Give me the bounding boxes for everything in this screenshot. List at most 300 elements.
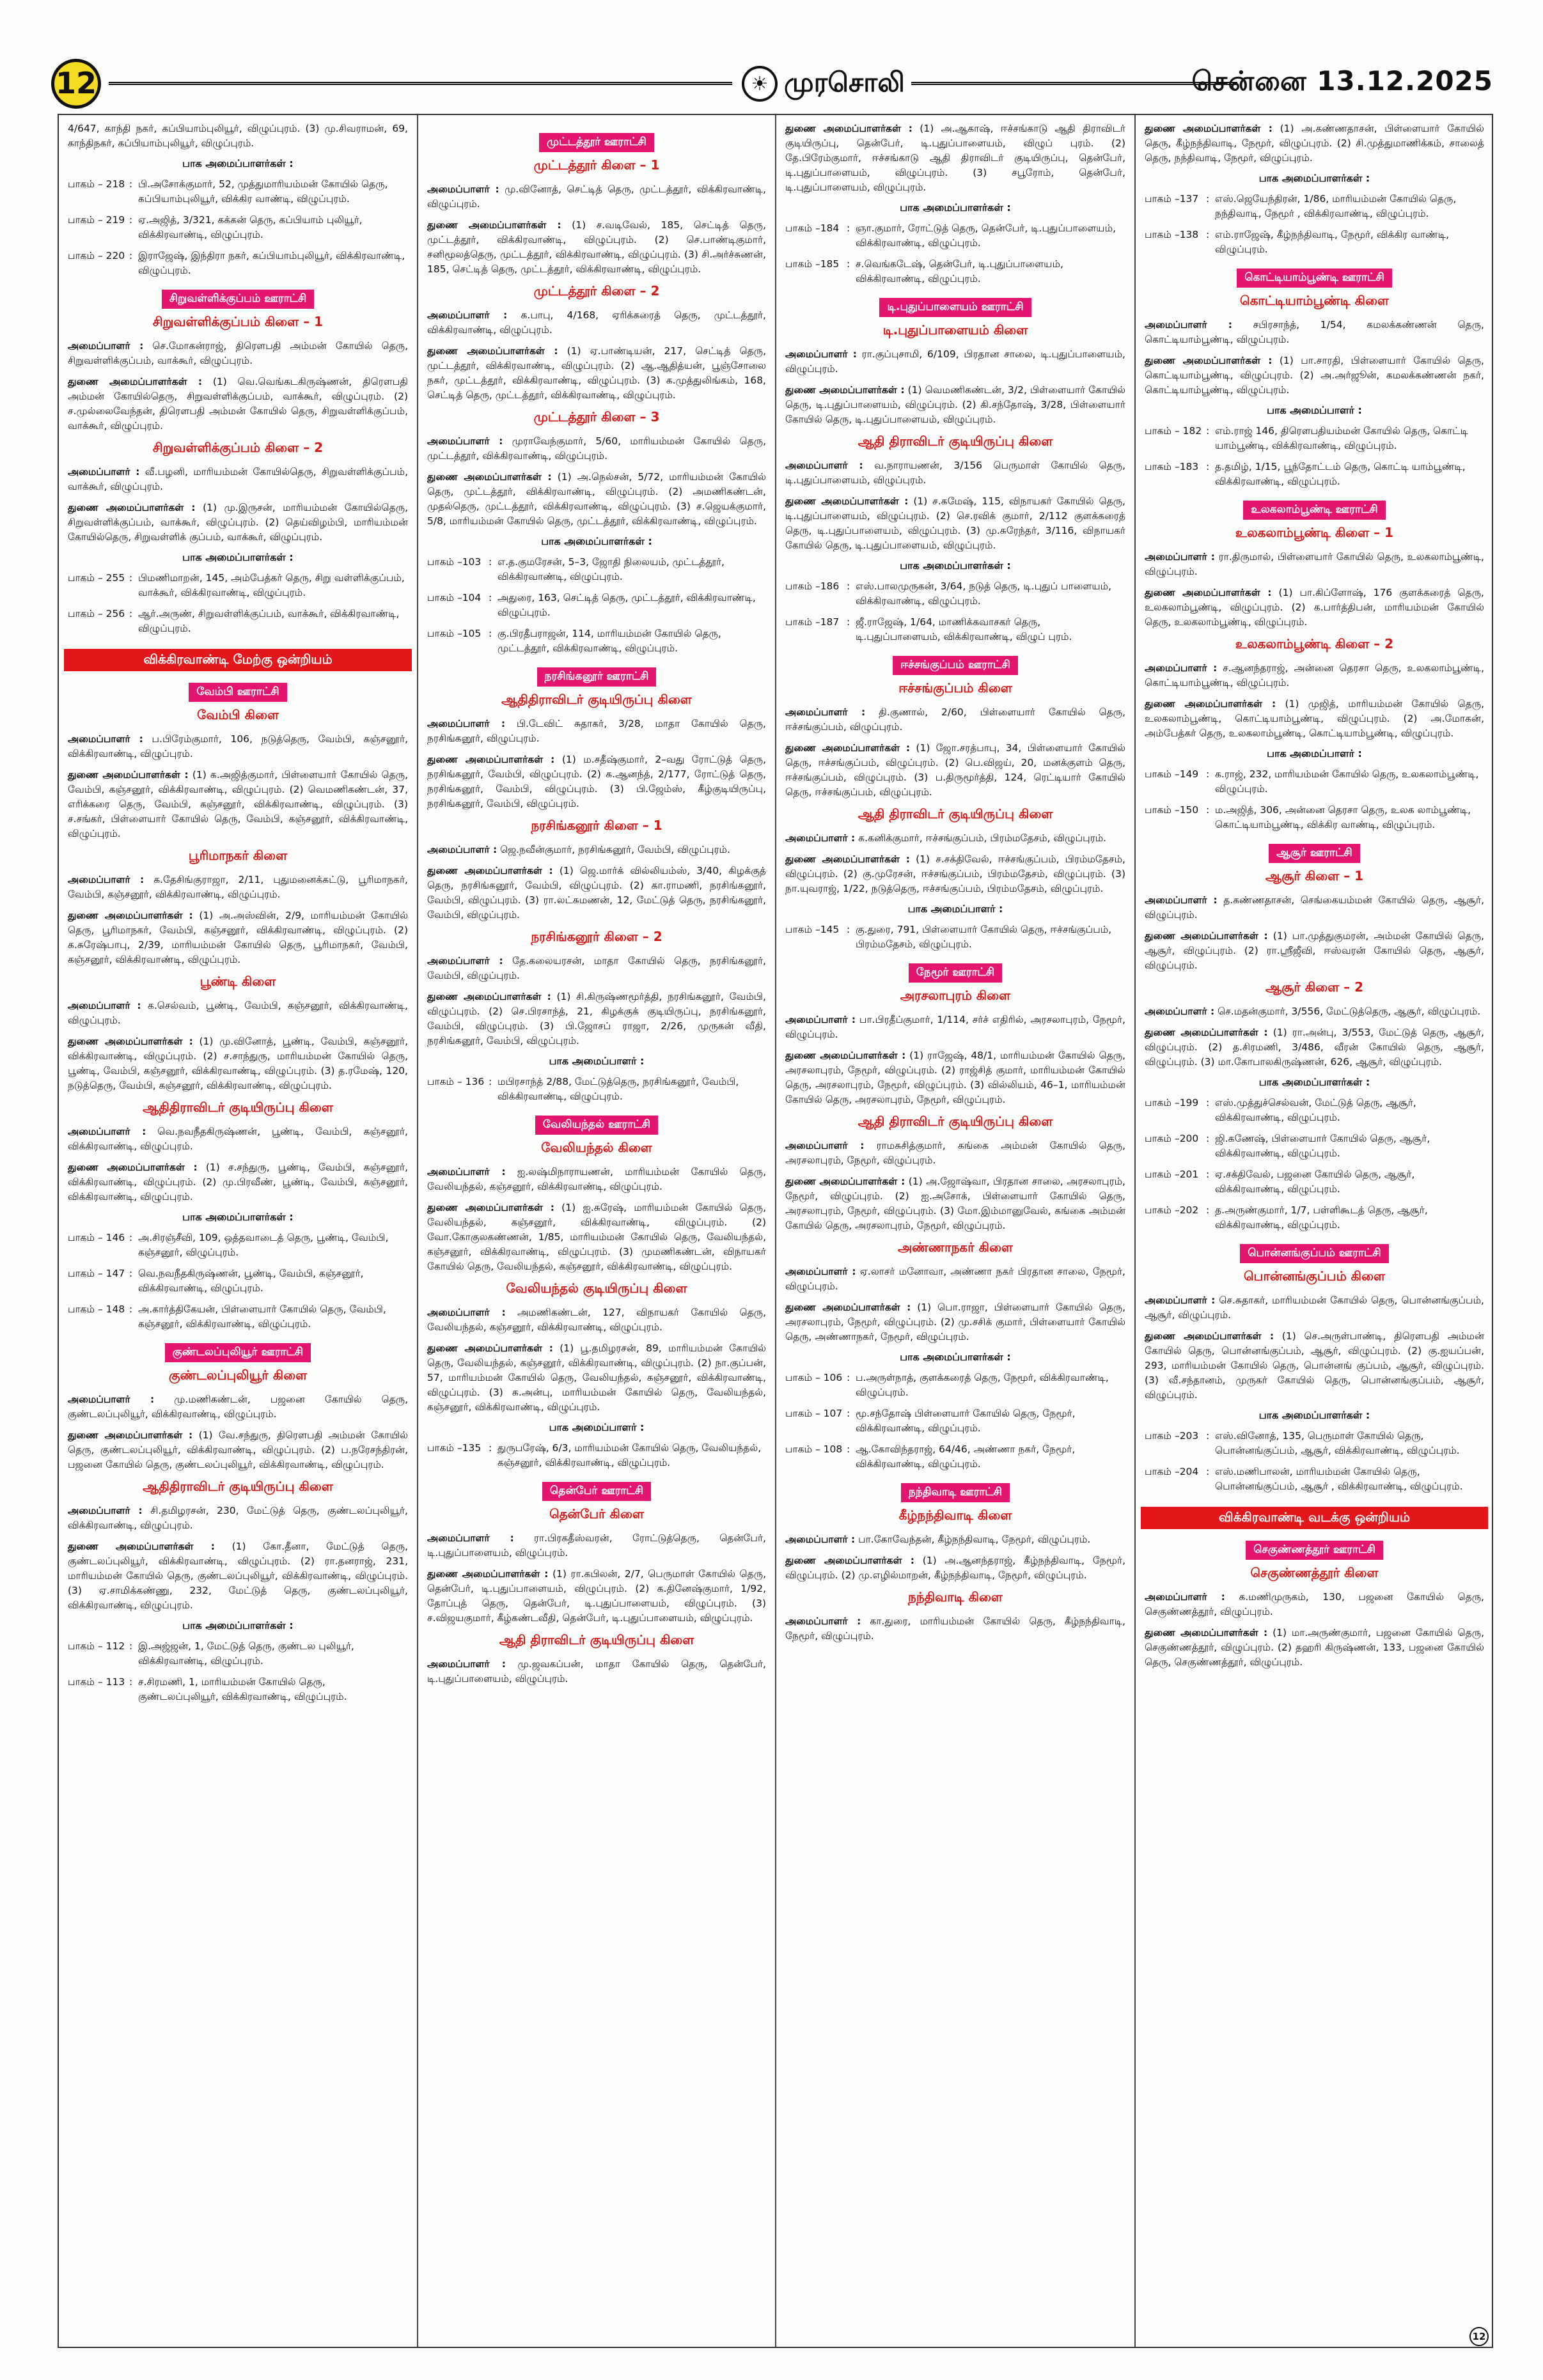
column-1: [59, 115, 417, 2347]
listing-paragraph: [427, 470, 766, 529]
role-label: அமைப்பாளர் :: [785, 460, 863, 471]
listing-text: சி.தமிழரசன், 230, மேட்டுத் தெரு, குண்டலப்புலியூர், விக்கிரவாண்டி, விழுப்புரம்.: [68, 1505, 408, 1531]
booth-number: பாகம் –138: [1145, 229, 1199, 240]
role-label: அமைப்பாளர் :: [427, 1166, 506, 1178]
listing-text: (1) சி.கிருஷ்ணமூர்த்தி, நரசிங்கனூர், வேம்பி, விழுப்புரம். (2) செ.பிரசாந்த், 21, கிழக்குக் குடியிருப்பு, நரசிங்கனூர், வேம்பி, விழுப்புரம். (3) பி.ஜோசப் ராஜா, 2/26, முருகன் வீதி, நரசிங்கனூர், வேம்பி, விழுப்புரம்.: [427, 991, 766, 1046]
role-label: அமைப்பாளர் :: [785, 1014, 856, 1025]
column-4: [1134, 115, 1493, 2347]
listing-paragraph: [785, 1013, 1125, 1042]
booth-detail: அ.சிரஞ்சீவி, 109, ஒத்தவாடைத் தெரு, பூண்டி, வேம்பி, கஞ்சனூர், விழுப்புரம்.: [138, 1232, 389, 1258]
panchayat-badge: நரசிங்கனூர் ஊராட்சி: [537, 667, 657, 687]
booth-number: பாகம் – 255: [68, 572, 125, 584]
booth-detail: த.தமிழ், 1/15, பூந்தோட்டம் தெரு, கொட்டி யாம்பூண்டி, விக்கிரவாண்டி, விழுப்புரம்.: [1215, 461, 1466, 487]
listing-paragraph: [427, 864, 766, 922]
listing-text: (1) ராஜேஷ், 48/1, மாரியம்மன் கோயில் தெரு, அரசலாபுரம், நேமூர், விழுப்புரம். (2) ராஜ்சித் குமார், மாரியம்மன் கோயில் தெரு, அரசலாபுரம், நேமூர், விழுப்புரம். (3) வில்லியம், 46–1, மாரியம்மன் கோயில் தெரு, அரசலாபுரம், நேமூர், விழுப்புரம்.: [785, 1050, 1126, 1105]
subheading: பாக அமைப்பாளர்கள் :: [1258, 172, 1370, 184]
booth-separator: :: [1206, 1169, 1210, 1180]
booth-number: பாகம் –185: [785, 258, 840, 270]
role-label: துணை அமைப்பாளர்கள் :: [785, 1555, 914, 1566]
listing-text: (1) வெமணிகண்டன், 3/2, பிள்ளையார் கோயில் தெரு, டி.புதுப்பாளையம், விழுப்புரம். (2) கி.சந்தோஷ், 3/28, பிள்ளையார் கோயில் தெரு, டி.புதுப்பாளையம், விழுப்புரம்.: [785, 384, 1125, 425]
listing-paragraph: [1145, 1293, 1484, 1323]
panchayat-badge: உலகலாம்பூண்டி ஊராட்சி: [1243, 501, 1385, 520]
panchayat-badge: வேலியந்தல் ஊராட்சி: [535, 1116, 658, 1135]
booth-separator: :: [129, 214, 133, 226]
role-label: துணை அமைப்பாளர்கள் :: [785, 853, 910, 865]
listing-paragraph: [68, 465, 408, 494]
branch-heading: வேலியந்தல் குடியிருப்பு கிளை: [506, 1280, 687, 1296]
role-label: அமைப்பாளர் :: [68, 1126, 146, 1137]
booth-separator: :: [1206, 1204, 1210, 1216]
booth-entry: [68, 571, 408, 600]
booth-number: பாகம் –145: [785, 924, 840, 935]
subheading: பாக அமைப்பாளர் :: [549, 1055, 645, 1067]
listing-paragraph: [68, 1034, 408, 1093]
branch-heading: முட்டத்தூர் கிளை – 3: [533, 409, 660, 424]
subheading: பாக அமைப்பாளர்கள் :: [900, 559, 1011, 572]
listing-paragraph: [785, 347, 1125, 377]
booth-entry: [785, 922, 1125, 952]
branch-heading: ஆசூர் கிளை – 2: [1265, 979, 1364, 995]
booth-number: பாகம் –201: [1145, 1169, 1199, 1180]
listing-paragraph: [1145, 929, 1484, 973]
listing-paragraph: [427, 1567, 766, 1626]
branch-heading: செகுண்ணத்தூர் கிளை: [1250, 1565, 1379, 1580]
role-label: அமைப்பாளர் :: [785, 832, 856, 844]
booth-separator: :: [129, 1268, 133, 1279]
booth-entry: [427, 591, 766, 620]
listing-text: (1) வே.சந்துரு, திரௌபதி அம்மன் கோயில் தெரு, குண்டலப்புலியூர், விக்கிரவாண்டி, விழுப்புரம். (2) ப.நரேசந்திரன், பஜனை கோயில் தெரு, குண்டலப்புலியூர், விக்கிரவாண்டி, விழுப்புரம்.: [68, 1429, 409, 1470]
listing-text: ஏ.லாசர் மனோவா, அண்ணா நகர் பிரதான சாலை, நேமூர், விழுப்புரம்.: [785, 1266, 1125, 1292]
booth-detail: ஜீ.ராஜேஷ், 1/64, மாணிக்கவாசகர் தெரு, டி.புதுப்பாளையம், விக்கிரவாண்டி, விழுப் புரம்.: [856, 616, 1072, 642]
booth-detail: துருபரேஷ், 6/3, மாரியம்மன் கோயில் தெரு, வேலியந்தல், கஞ்சனூர், விக்கிரவாண்டி, விழுப்புரம்.: [497, 1442, 762, 1468]
listing-paragraph: [427, 182, 766, 212]
listing-text: (1) ரா.அன்பு, 3/553, மேட்டுத் தெரு, ஆசூர், விழுப்புரம். (2) த.சிரமணி, 3/486, வீரன் கோயில் தெரு, ஆசூர், விழுப்புரம். (3) மா.கோபாலகிருஷ்ணன், 626, ஆசூர், விழுப்புரம்.: [1145, 1027, 1484, 1068]
booth-separator: :: [129, 178, 133, 190]
booth-separator: :: [847, 1443, 850, 1455]
booth-entry: [785, 257, 1125, 286]
booth-separator: :: [129, 1232, 133, 1243]
booth-detail: எம்.ராஜ் 146, திரௌபதியம்மன் கோயில் தெரு, கொட்டி யாம்பூண்டி, விக்கிரவாண்டி, விழுப்புரம்.: [1215, 425, 1468, 451]
booth-separator: :: [1206, 1430, 1210, 1442]
listing-paragraph: [68, 999, 408, 1028]
union-banner: விக்கிரவாண்டி வடக்கு ஒன்றியம்: [1141, 1507, 1488, 1529]
role-label: துணை அமைப்பாளர்கள் :: [427, 754, 555, 765]
branch-heading: அரசலாபுரம் கிளை: [900, 988, 1011, 1003]
booth-separator: :: [489, 628, 492, 639]
booth-detail: அ.கார்த்திகேயன், பிள்ளையார் கோயில் தெரு, வேம்பி, கஞ்சனூர், விக்கிரவாண்டி, விழுப்புரம்.: [138, 1303, 386, 1330]
listing-text: (1) ஜெ.மார்க் வில்லியம்ஸ், 3/40, கிழக்குத் தெரு, நரசிங்கனூர், வேம்பி, விழுப்புரம். (2) கா.ராமணி, நரசிங்கனூர், வேம்பி, விழுப்புரம். (3) ரா.லட்சுமணன், 12, மேட்டுத் தெரு, நரசிங்கனூர், வேம்பி, விழுப்புரம்.: [427, 865, 766, 921]
listing-paragraph: [785, 1264, 1125, 1294]
role-label: துணை அமைப்பாளர்கள் :: [68, 1162, 198, 1173]
listing-text: ஐ.லஷ்மிநாராயணன், மாரியம்மன் கோயில் தெரு, வேலியந்தல், கஞ்சனூர், விக்கிரவாண்டி, விழுப்புரம்.: [427, 1166, 766, 1192]
booth-number: பாகம் – 106: [785, 1372, 843, 1383]
booth-number: பாகம் – 112: [68, 1640, 125, 1652]
branch-heading: தென்பேர் கிளை: [549, 1506, 644, 1521]
role-label: அமைப்பாளர் :: [785, 1140, 865, 1151]
booth-separator: :: [847, 616, 850, 628]
booth-entry: [1145, 1096, 1484, 1125]
listing-paragraph: [427, 1341, 766, 1415]
booth-separator: :: [1206, 768, 1210, 780]
panchayat-badge: செகுண்ணத்தூர் ஊராட்சி: [1246, 1541, 1383, 1560]
listing-paragraph: [427, 1165, 766, 1194]
listing-text: ரா.குப்புசாமி, 6/109, பிரதான சாலை, டி.புதுப்பாளையம், விழுப்புரம்.: [785, 348, 1125, 375]
listing-text: (1) வெ.வெங்கடகிருஷ்ணன், திரௌபதி அம்மன் கோயில்தெரு, சிறுவள்ளிக்குப்பம், வாக்கூர், விழுப்புரம். (2) ச.முல்லைவேந்தன், திரௌபதி அம்மன் கோயில் தெரு, சிறுவள்ளிக்குப்பம், வாக்கூர், விழுப்புரம்.: [68, 376, 408, 432]
listing-paragraph: [785, 1048, 1125, 1107]
booth-entry: [68, 607, 408, 636]
union-banner: விக்கிரவாண்டி மேற்கு ஒன்றியம்: [64, 649, 412, 671]
listing-text: (1) செ.அருள்பாண்டி, திரௌபதி அம்மன் கோயில் தெரு, பொன்னங்குப்பம், ஆசூர், விழுப்புரம். (2) கு.ஐயப்பன், 293, மாரியம்மன் கோயில் தெரு, பொன்னங் குப்பம், ஆசூர், விழுப்புரம். (3) வீ.சந்தானம், முருகர் கோயில் தெரு, பொன்னங்குப்பம், ஆசூர், விழுப்புரம்.: [1145, 1330, 1484, 1401]
booth-separator: :: [129, 250, 133, 261]
subheading: பாக அமைப்பாளர்கள் :: [182, 1619, 294, 1631]
booth-separator: :: [129, 572, 133, 584]
listing-paragraph: [785, 705, 1125, 735]
booth-detail: எஸ்.வினோத், 135, பெருமாள் கோயில் தெரு, பொன்னங்குப்பம், ஆசூர், விக்கிரவாண்டி, விழுப்புரம்.: [1215, 1430, 1460, 1456]
listing-paragraph: [68, 501, 408, 545]
listing-text: ச.ஆனந்தராஜ், அன்னை தெரசா தெரு, உலகலாம்பூண்டி, கொட்டியாம்பூண்டி, விழுப்புரம்.: [1145, 662, 1485, 688]
listing-paragraph: [68, 908, 408, 967]
role-label: துணை அமைப்பாளர்கள் :: [1145, 1027, 1268, 1038]
role-label: துணை அமைப்பாளர்கள் :: [68, 376, 203, 387]
listing-text: ராமசுசித்குமார், கங்கை அம்மன் கோயில் தெரு, அரசலாபுரம், நேமூர், விழுப்புரம்.: [785, 1140, 1125, 1166]
booth-entry: [1145, 460, 1484, 489]
branch-heading: ஆதி திராவிடர் குடியிருப்பு கிளை: [858, 1114, 1053, 1129]
booth-detail: எஸ்.பாலமுருகன், 3/64, நடுத் தெரு, டி.புதுப் பாளையம், விக்கிரவாண்டி, விழுப்புரம்.: [856, 580, 1112, 607]
booth-detail: ஏ.அஜித், 3/321, கக்கன் தெரு, கப்பியாம் புலியூர், விக்கிரவாண்டி, விழுப்புரம்.: [138, 214, 363, 240]
listing-paragraph: [427, 1201, 766, 1274]
listing-paragraph: [785, 741, 1125, 800]
booth-detail: எஸ்.முத்துச்செல்வன், மேட்டுத் தெரு, ஆசூர், விக்கிரவாண்டி, விழுப்புரம்.: [1215, 1097, 1416, 1123]
branch-heading: ஆதி திராவிடர் குடியிருப்பு கிளை: [858, 806, 1053, 821]
booth-separator: :: [129, 1676, 133, 1688]
booth-detail: எ.த.குமரேசன், 5–3, ஜோதி நிலையம், முட்டத்தூர், விக்கிரவாண்டி, விழுப்புரம்.: [497, 556, 725, 582]
booth-detail: அதுரை, 163, செட்டித் தெரு, முட்டத்தூர், விக்கிரவாண்டி, விழுப்புரம்.: [497, 592, 756, 618]
booth-number: பாகம் – 107: [785, 1408, 843, 1419]
listing-paragraph: [427, 990, 766, 1048]
listing-paragraph: [68, 1428, 408, 1472]
listing-text: (1) ச.வடிவேல், 185, செட்டித் தெரு, முட்டத்தூர், விக்கிரவாண்டி, விழுப்புரம். (2) செ.பாண்டிகுமார், சனிமூலத்தெரு, முட்டத்தூர், விக்கிரவாண்டி, விழுப்புரம். (3) சி.அர்ச்சுணன், 185, செட்டித் தெரு, முட்டத்தூர், விக்கிரவாண்டி, விழுப்புரம்.: [427, 219, 767, 275]
booth-separator: :: [1206, 1466, 1210, 1477]
listing-text: (1) அ.நெல்சன், 5/72, மாரியம்மன் கோயில் தெரு, முட்டத்தூர், விக்கிரவாண்டி, விழுப்புரம். (2) அமணிகண்டன், முதல்தெரு, முட்டத்தூர், விக்கிரவாண்டி, விழுப்புரம். (3) ச.ஜெயக்குமார், 5/8, மாரியம்மன் கோயில் தெரு, முட்டத்தூர், விக்கிரவாண்டி, விழுப்புரம்.: [427, 471, 766, 527]
booth-detail: பிமணிமாறன், 145, அம்பேத்கர் தெரு, சிறு வள்ளிக்குப்பம், வாக்கூர், விக்கிரவாண்டி, விழுப்புரம்.: [138, 572, 405, 598]
listing-text: வெ.நவநீதகிருஷ்ணன், பூண்டி, வேம்பி, கஞ்சனூர், விக்கிரவாண்டி, விழுப்புரம்.: [68, 1126, 408, 1152]
listing-text: க.கனிக்குமார், ஈச்சங்குப்பம், பிரம்மதேசம், விழுப்புரம்.: [858, 832, 1107, 844]
listing-text: (1) ச.சந்துரு, பூண்டி, வேம்பி, கஞ்சனூர், விக்கிரவாண்டி, விழுப்புரம். (2) மு.பிரவீண், பூண்டி, வேம்பி, கஞ்சனூர், விக்கிரவாண்டி, விழுப்புரம்.: [68, 1162, 409, 1202]
panchayat-badge: ஈச்சங்குப்பம் ஊராட்சி: [893, 656, 1018, 675]
booth-number: பாகம் –204: [1145, 1466, 1199, 1477]
booth-number: பாகம் –183: [1145, 461, 1199, 472]
role-label: அமைப்பாளர் :: [785, 706, 866, 718]
branch-heading: முட்டத்தூர் கிளை – 1: [533, 157, 660, 173]
booth-entry: [68, 213, 408, 242]
branch-heading: பொன்னங்குப்பம் கிளை: [1243, 1268, 1386, 1284]
listing-text: (1) பொ.ராஜா, பிள்ளையார் கோயில் தெரு, அரசலாபுரம், நேமூர், விழுப்புரம். (2) மு.சசிக் குமார், பிள்ளையார் கோயில் தெரு, அண்ணாநகர், நேமூர், விழுப்புரம்.: [785, 1302, 1126, 1342]
listing-paragraph: [68, 768, 408, 841]
listing-paragraph: [785, 494, 1125, 553]
sun-emblem-icon: ☀: [742, 66, 778, 102]
listing-text: தி.குணால், 2/60, பிள்ளையார் கோயில் தெரு, ஈச்சங்குப்பம், விழுப்புரம்.: [785, 706, 1125, 733]
booth-separator: :: [489, 1076, 492, 1087]
booth-entry: [1145, 803, 1484, 832]
page-body: [58, 114, 1493, 2348]
subheading: பாக அமைப்பாளர் :: [1267, 747, 1362, 759]
role-label: துணை அமைப்பாளர்கள் :: [785, 1176, 905, 1187]
booth-detail: த.அருண்குமார், 1/7, பள்ளிகூடத் தெரு, ஆசூர், விக்கிரவாண்டி, விழுப்புரம்.: [1215, 1204, 1428, 1231]
booth-entry: [785, 579, 1125, 609]
listing-text: (1) முஜித், மாரியம்மன் கோயில் தெரு, உலகலாம்பூண்டி, கொட்டியாம்பூண்டி, விழுப்புரம். (2) அ.மோகன், அம்பேத்கர் தெரு, உலகலாம்பூண்டி, கொட்டியாம்பூண்டி, விழுப்புரம்.: [1145, 698, 1484, 739]
booth-detail: மபிரசாந்த் 2/88, மேட்டுத்தெரு, நரசிங்கனூர், வேம்பி, விக்கிரவாண்டி, விழுப்புரம்.: [497, 1076, 739, 1102]
listing-paragraph: [427, 752, 766, 811]
booth-separator: :: [847, 222, 850, 234]
listing-text: (1) அ.அஸ்வின், 2/9, மாரியம்மன் கோயில் தெரு, பூரிமாநகர், வேம்பி, கஞ்சனூர், விக்கிரவாண்டி, விழுப்புரம். (2) க.சுரேஷ்பாபு, 2/39, மாரியம்மன் கோயில் தெரு, பூரிமாநகர், வேம்பி, கஞ்சனூர், விக்கிரவாண்டி, விழுப்புரம்.: [68, 910, 408, 965]
listing-text: 4/647, காந்தி நகர், கப்பியாம்புலியூர், விழுப்புரம். (3) மு.சிவராமன், 69, காந்திநகர், கப்பியாம்புலியூர், விழுப்புரம்.: [68, 123, 408, 149]
booth-number: பாகம் –150: [1145, 804, 1199, 816]
booth-entry: [1145, 1465, 1484, 1494]
booth-detail: ச.வெங்கடேஷ், தென்பேர், டி.புதுப்பாளையம், விக்கிரவாண்டி, விழுப்புரம்.: [856, 258, 1063, 284]
listing-paragraph: [785, 1139, 1125, 1168]
listing-text: சபிரசாந்த், 1/54, கமலக்கண்ணன் தெரு, கொட்டியாம்பூண்டி, விழுப்புரம்.: [1145, 319, 1484, 345]
role-label: துணை அமைப்பாளர்கள் :: [68, 1036, 193, 1047]
listing-text: (1) மு.இருசன், மாரியம்மன் கோயில்தெரு, சிறுவள்ளிக்குப்பம், வாக்கூர், விழுப்புரம். (2) தெய்விழம்பி, மாரியம்மன் கோயில்தெரு, சிறுவள்ளிக் குப்பம், வாக்கூர், விழுப்புரம்.: [68, 502, 408, 543]
booth-detail: ப.அருள்நாத், குளக்கரைத் தெரு, நேமூர், விக்கிரவாண்டி, விழுப்புரம்.: [856, 1372, 1109, 1398]
role-label: துணை அமைப்பாளர்கள் :: [427, 991, 551, 1002]
panchayat-badge: குண்டலப்புலியூர் ஊராட்சி: [165, 1343, 311, 1362]
booth-detail: ஆ.கோவிந்தராஜ், 64/46, அண்ணா நகர், நேமூர், விக்கிரவாண்டி, விழுப்புரம்.: [856, 1443, 1076, 1470]
listing-text: (1) பா.சாரதி, பிள்ளையார் கோயில் தெரு, கொட்டியாம்பூண்டி, விழுப்புரம். (2) அ.அர்ஜூன், கமலக்கண்ணன் நகர், கொட்டியாம்பூண்டி, விழுப்புரம்.: [1145, 355, 1484, 396]
dateline: சென்னை 13.12.2025: [1191, 65, 1493, 97]
subheading: பாக அமைப்பாளர்கள் :: [900, 1351, 1011, 1363]
role-label: அமைப்பாளர் :: [427, 435, 503, 447]
listing-text: பா.பிரதீப்குமார், 1/114, சர்ச் எதிரில், அரசலாபுரம், நேமூர், விழுப்புரம்.: [785, 1014, 1125, 1040]
booth-separator: :: [847, 258, 850, 270]
listing-paragraph: [1145, 1590, 1484, 1619]
listing-paragraph: [427, 344, 766, 403]
role-label: அமைப்பாளர் :: [427, 844, 497, 855]
listing-text: (1) க.அஜித்குமார், பிள்ளையார் கோயில் தெரு, வேம்பி, கஞ்சனூர், விக்கிரவாண்டி, விழுப்புரம். (2) வெமணிகண்டன், 37, எரிக்கரை தெரு, வேம்பி, கஞ்சனூர், விக்கிரவாண்டி, விழுப்புரம். (3) ச.சங்கர், பிள்ளையார் கோயில் தெரு, வேம்பி, கஞ்சனூர், விக்கிரவாண்டி, விழுப்புரம்.: [68, 769, 408, 839]
booth-separator: :: [489, 1442, 492, 1454]
listing-paragraph: [785, 852, 1125, 896]
listing-text: (1) ம.சதீஷ்குமார், 2–வது ரோட்டுத் தெரு, நரசிங்கனூர், வேம்பி, விழுப்புரம். (2) க.ஆனந்த், 2/177, ரோட்டுத் தெரு, நரசிங்கனூர், வேம்பி, விழுப்புரம். (3) பி.ஜேம்ஸ், கீழ்குடியிருப்பு, நரசிங்கனூர், வேம்பி, விழுப்புரம்.: [427, 754, 766, 809]
panchayat-badge: பொன்னங்குப்பம் ஊராட்சி: [1240, 1244, 1388, 1263]
booth-detail: கு.பிரதீபராஜன், 114, மாரியம்மன் கோயில் தெரு, முட்டத்தூர், விக்கிரவாண்டி, விழுப்புரம்.: [497, 628, 721, 654]
branch-heading: ஈச்சங்குப்பம் கிளை: [898, 680, 1012, 696]
branch-heading: ஆதி திராவிடர் குடியிருப்பு கிளை: [858, 433, 1053, 449]
listing-text: (1) ச.சக்திவேல், ஈச்சங்குப்பம், பிரம்மதேசம், விழுப்புரம். (2) கு.முரேசன், ஈச்சங்குப்பம், பிரம்மதேசம், விழுப்புரம். (3) நா.யுவராஜ், 1/22, நடுத்தெரு, ஈச்சங்குப்பம், பிரம்மதேசம், விழுப்புரம்.: [785, 853, 1125, 894]
booth-detail: எஸ்.ஜெயேந்திரன், 1/86, மாரியம்மன் கோயில் தெரு, நந்திவாடி, நேமூர் , விக்கிரவாண்டி, விழுப்புரம்.: [1215, 193, 1457, 219]
role-label: துணை அமைப்பாளர்கள் :: [68, 502, 196, 513]
listing-text: மு.வினோத், செட்டித் தெரு, முட்டத்தூர், விக்கிரவாண்டி, விழுப்புரம்.: [427, 183, 766, 210]
branch-heading: வேலியந்தல் கிளை: [541, 1140, 652, 1155]
booth-separator: :: [1206, 1097, 1210, 1108]
booth-number: பாகம் – 108: [785, 1443, 843, 1455]
role-label: அமைப்பாளர் :: [1145, 319, 1232, 331]
booth-number: பாகம் –135: [427, 1442, 482, 1454]
listing-paragraph: [785, 1614, 1125, 1644]
branch-heading: டி.புதுப்பாளையம் கிளை: [882, 322, 1028, 338]
listing-paragraph: [1145, 1025, 1484, 1069]
booth-entry: [1145, 1132, 1484, 1161]
role-label: துணை அமைப்பாளர்கள் :: [1145, 698, 1276, 710]
listing-paragraph: [1145, 121, 1484, 166]
booth-detail: ஏ.சக்திவேல், பஜனை கோயில் தெரு, ஆசூர், விக்கிரவாண்டி, விழுப்புரம்.: [1215, 1169, 1415, 1195]
booth-separator: :: [847, 924, 850, 935]
booth-number: பாகம் – 148: [68, 1303, 125, 1315]
booth-separator: :: [1206, 804, 1210, 816]
role-label: துணை அமைப்பாளர்கள் :: [68, 1429, 193, 1441]
listing-paragraph: [427, 1531, 766, 1560]
booth-number: பாகம் –184: [785, 222, 840, 234]
branch-heading: கொட்டியாம்பூண்டி கிளை: [1240, 293, 1389, 308]
booth-separator: :: [847, 580, 850, 592]
booth-detail: இராஜேஷ், இந்திரா நகர், கப்பியாம்புலியூர், விக்கிரவாண்டி, விழுப்புரம்.: [138, 250, 405, 276]
branch-heading: சிறுவள்ளிக்குப்பம் கிளை – 1: [152, 314, 324, 329]
listing-text: த.கண்ணதாசன், செங்கையம்மன் கோயில் தெரு, ஆசூர், விழுப்புரம்.: [1145, 894, 1484, 921]
role-label: அமைப்பாளர் :: [68, 1505, 143, 1516]
listing-text: (1) ஐ.சுரேஷ், மாரியம்மன் கோயில் தெரு, வேலியந்தல், கஞ்சனூர், விக்கிரவாண்டி, விழுப்புரம். (2) வோ.கோகுலகண்ணன், 1/85, மாரியம்மன் கோயில் தெரு, வேலியந்தல், கஞ்சனூர், விக்கிரவாண்டி, விழுப்புரம். (3) முமணிகண்டன், விநாயகர் கோயில் தெரு, வேலியந்தல், கஞ்சனூர், விக்கிரவாண்டி, விழுப்புரம்.: [427, 1202, 767, 1272]
panchayat-badge: சிறுவள்ளிக்குப்பம் ஊராட்சி: [162, 290, 315, 309]
booth-separator: :: [489, 556, 492, 568]
listing-paragraph: [68, 1392, 408, 1422]
role-label: அமைப்பாளர் :: [68, 733, 143, 745]
branch-heading: முட்டத்தூர் கிளை – 2: [533, 283, 660, 299]
booth-number: பாகம் –149: [1145, 768, 1199, 780]
listing-paragraph: [1145, 318, 1484, 347]
listing-text: (1) ச.கமேஷ், 115, விநாயகர் கோயில் தெரு, டி.புதுப்பாளையம், விழுப்புரம். (2) செ.ரவிக் குமார், 2/112 குளக்கரைத் தெரு, டி.புதுப்பாளையம், விழுப்புரம். (3) மு.சுரேந்தர், 3/116, விநாயகர் கோயில் தெரு, டி.புதுப்பாளையம், விழுப்புரம்.: [785, 495, 1125, 551]
role-label: துணை அமைப்பாளர்கள் :: [785, 123, 913, 134]
booth-separator: :: [847, 1372, 850, 1383]
listing-paragraph: [68, 1539, 408, 1613]
booth-separator: :: [129, 1303, 133, 1315]
subheading: பாக அமைப்பாளர்கள் :: [541, 535, 652, 547]
listing-text: ஜெ.நவீன்குமார், நரசிங்கனூர், வேம்பி, விழுப்புரம்.: [500, 844, 730, 855]
branch-heading: ஆதி திராவிடர் குடியிருப்பு கிளை: [499, 1632, 694, 1647]
booth-number: பாகம் – 220: [68, 250, 125, 261]
booth-number: பாகம் – 113: [68, 1676, 125, 1688]
listing-paragraph: [1145, 697, 1484, 741]
booth-detail: ஜி.கணேஷ், பிள்ளையார் கோயில் தெரு, ஆசூர், விக்கிரவாண்டி, விழுப்புரம்.: [1215, 1133, 1430, 1159]
role-label: அமைப்பாளர் :: [1145, 1006, 1215, 1017]
subheading: பாக அமைப்பாளர்கள் :: [900, 201, 1011, 214]
booth-detail: எம்.ராஜேஷ், கீழ்நந்திவாடி, நேமூர், விக்கிர வாண்டி, விழுப்புரம்.: [1215, 229, 1449, 255]
newspaper-name: முரசொலி: [784, 66, 905, 98]
listing-text: வ.நாராயணன், 3/156 பெருமாள் கோயில் தெரு, டி.புதுப்பாளையம், விழுப்புரம்.: [785, 460, 1125, 486]
column-2: [417, 115, 775, 2347]
role-label: துணை அமைப்பாளர்கள் :: [1145, 930, 1268, 942]
role-label: துணை அமைப்பாளர்கள் :: [427, 1568, 549, 1580]
listing-paragraph: [68, 732, 408, 761]
subheading: பாக அமைப்பாளர்கள் :: [182, 1211, 294, 1223]
booth-entry: [427, 555, 766, 584]
listing-paragraph: [427, 308, 766, 338]
listing-text: பா.கோவேந்தன், கீழ்நந்திவாடி, நேமூர், விழுப்புரம்.: [858, 1534, 1091, 1545]
role-label: துணை அமைப்பாளர்கள் :: [1145, 355, 1273, 366]
listing-text: பி.டேவிட் சுதாகர், 3/28, மாதா கோயில் தெரு, நரசிங்கனூர், விழுப்புரம்.: [427, 718, 766, 744]
role-label: துணை அமைப்பாளர்கள் :: [785, 1302, 911, 1313]
listing-text: ரா.பிரகதீஸ்வரன், ரோட்டுத்தெரு, தென்பேர், டி.புதுப்பாளையம், விழுப்புரம்.: [427, 1532, 766, 1559]
booth-separator: :: [1206, 1133, 1210, 1144]
booth-separator: :: [1206, 425, 1210, 437]
listing-paragraph: [785, 1553, 1125, 1583]
role-label: அமைப்பாளர் :: [1145, 662, 1218, 674]
listing-text: (1) அ.ஆகாஷ், ஈச்சங்காடு ஆதி திராவிடர் குடியிருப்பு, தென்பேர், டி.புதுப்பாளையம், விழுப் புரம். (2) தே.பிரேம்குமார், ஈச்சங்காடு ஆதி திராவிடர் குடியிருப்பு, தென்பேர், டி.புதுப்பாளையம், விழுப்புரம். (3) சபூரோம், தென்பேர், டி.புதுப்பாளையம், விழுப்புரம்.: [785, 123, 1126, 193]
booth-detail: எஸ்.மணிபாலன், மாரியம்மன் கோயில் தெரு, பொன்னங்குப்பம், ஆசூர் , விக்கிரவாண்டி, விழுப்புரம்.: [1215, 1466, 1463, 1492]
listing-text: செ.மதன்குமார், 3/556, மேட்டுத்தெரு, ஆசூர், விழுப்புரம்.: [1218, 1006, 1481, 1017]
booth-entry: [785, 221, 1125, 251]
booth-entry: [1145, 1203, 1484, 1233]
booth-separator: :: [1206, 229, 1210, 240]
booth-separator: :: [1206, 461, 1210, 472]
booth-entry: [785, 1371, 1125, 1400]
listing-text: (1) ஜோ.சரத்பாபு, 34, பிள்ளையார் கோயில் தெரு, ஈச்சங்குப்பம், விழுப்புரம். (2) பெ.விஜய், 20, மனக்குளம் தெரு, ஈச்சங்குப்பம், விழுப்புரம். (3) ப.திருமூர்த்தி, 124, ரெட்டியார் கோயில் தெரு, ஈச்சங்குப்பம், விழுப்புரம்.: [785, 742, 1126, 798]
role-label: துணை அமைப்பாளர்கள் :: [1145, 1330, 1274, 1342]
listing-paragraph: [785, 458, 1125, 488]
panchayat-badge: ஆசூர் ஊராட்சி: [1269, 844, 1359, 863]
listing-paragraph: [427, 218, 766, 277]
booth-entry: [1145, 192, 1484, 221]
role-label: அமைப்பாளர் :: [1145, 551, 1216, 563]
booth-entry: [1145, 767, 1484, 797]
footer-page-number: 12: [1469, 2327, 1489, 2346]
role-label: அமைப்பாளர் :: [785, 1266, 856, 1277]
booth-entry: [68, 249, 408, 278]
listing-text: (1) பா.முத்துகுமரன், அம்மன் கோயில் தெரு, ஆசூர், விழுப்புரம். (2) ரா.ஸ்ரீஜீவி, ஈஸ்வரன் கோயில் தெரு, ஆசூர், விழுப்புரம்.: [1145, 930, 1485, 971]
booth-entry: [427, 1441, 766, 1470]
branch-heading: வேம்பி கிளை: [197, 707, 279, 722]
role-label: அமைப்பாளர் :: [68, 874, 145, 885]
role-label: அமைப்பாளர் :: [1145, 894, 1218, 906]
branch-heading: உலகலாம்பூண்டி கிளை – 1: [1235, 525, 1394, 540]
subheading: பாக அமைப்பாளர் :: [1267, 404, 1362, 416]
booth-entry: [427, 626, 766, 656]
listing-text: (1) பா.கிப்ளோஷ், 176 குளக்கரைத் தெரு, உலகலாம்பூண்டி, விழுப்புரம். (2) க.பார்த்திபன், மாரியம்மன் கோயில் தெரு, உலகலாம்பூண்டி, விழுப்புரம்.: [1145, 587, 1484, 628]
booth-entry: [68, 1231, 408, 1260]
role-label: அமைப்பாளர் :: [1145, 1591, 1225, 1603]
role-label: அமைப்பாளர் :: [68, 340, 144, 352]
booth-number: பாகம் –200: [1145, 1133, 1199, 1144]
booth-entry: [68, 177, 408, 206]
role-label: அமைப்பாளர் :: [427, 718, 506, 729]
listing-paragraph: [1145, 550, 1484, 579]
listing-text: ப.பிரேம்குமார், 106, நடுத்தெரு, வேம்பி, கஞ்சனூர், விக்கிரவாண்டி, விழுப்புரம்.: [68, 733, 408, 759]
masthead: [51, 58, 1493, 109]
role-label: துணை அமைப்பாளர்கள் :: [427, 219, 561, 231]
listing-paragraph: [1145, 586, 1484, 630]
listing-paragraph: [68, 339, 408, 368]
subheading: பாக அமைப்பாளர்கள் :: [182, 551, 294, 563]
listing-text: ரா.திருமால், பிள்ளையார் கோயில் தெரு, உலகலாம்பூண்டி, விழுப்புரம்.: [1145, 551, 1484, 577]
listing-paragraph: [1145, 661, 1484, 690]
listing-text: (1) ரா.கபிலன், 2/7, பெருமாள் கோயில் தெரு, தென்பேர், டி.புதுப்பாளையம், விழுப்புரம். (2) க.தினேஷ்குமார், 1/92, தோப்புத் தெரு, தென்பேர், டி.புதுப்பாளையம், விழுப்புரம். (3) ச.விஜயகுமார், கீழ்கண்டவீதி, தென்பேர், டி.புதுப்பாளையம், விழுப்புரம்.: [427, 1568, 766, 1624]
branch-heading: ஆதிதிராவிடர் குடியிருப்பு கிளை: [501, 692, 692, 707]
booth-separator: :: [129, 608, 133, 619]
branch-heading: ஆதிதிராவிடர் குடியிருப்பு கிளை: [143, 1100, 333, 1115]
role-label: அமைப்பாளர் :: [785, 348, 857, 360]
booth-separator: :: [489, 592, 492, 603]
role-label: துணை அமைப்பாளர்கள் :: [785, 742, 911, 754]
page-number-badge: 12: [51, 59, 101, 109]
listing-paragraph: [785, 1300, 1125, 1344]
booth-entry: [427, 1075, 766, 1104]
booth-detail: பி.அசோக்குமார், 52, முத்துமாரியம்மன் கோயில் தெரு, கப்பியாம்புலியூர், விக்கிர வாண்டி, விழுப்புரம்.: [138, 178, 388, 205]
listing-paragraph: [785, 1174, 1125, 1233]
listing-paragraph: [68, 1160, 408, 1204]
role-label: அமைப்பாளர் :: [785, 1534, 856, 1545]
booth-number: பாகம் – 218: [68, 178, 125, 190]
booth-entry: [785, 615, 1125, 644]
listing-paragraph: [427, 843, 766, 857]
panchayat-badge: வேம்பி ஊராட்சி: [189, 683, 286, 702]
listing-text: (1) கோ.தீனா, மேட்டுத் தெரு, குண்டலப்புலியூர், விக்கிரவாண்டி, விழுப்புரம். (2) ரா.தனராஜ், 231, மாரியம்மன் கோயில் தெரு, குண்டலப்புலியூர், விக்கிரவாண்டி, விழுப்புரம். (3) ஏ.சாமிக்கண்ணு, 232, மேட்டுத் தெரு, குண்டலப்புலியூர், விக்கிரவாண்டி, விழுப்புரம்.: [68, 1541, 408, 1611]
